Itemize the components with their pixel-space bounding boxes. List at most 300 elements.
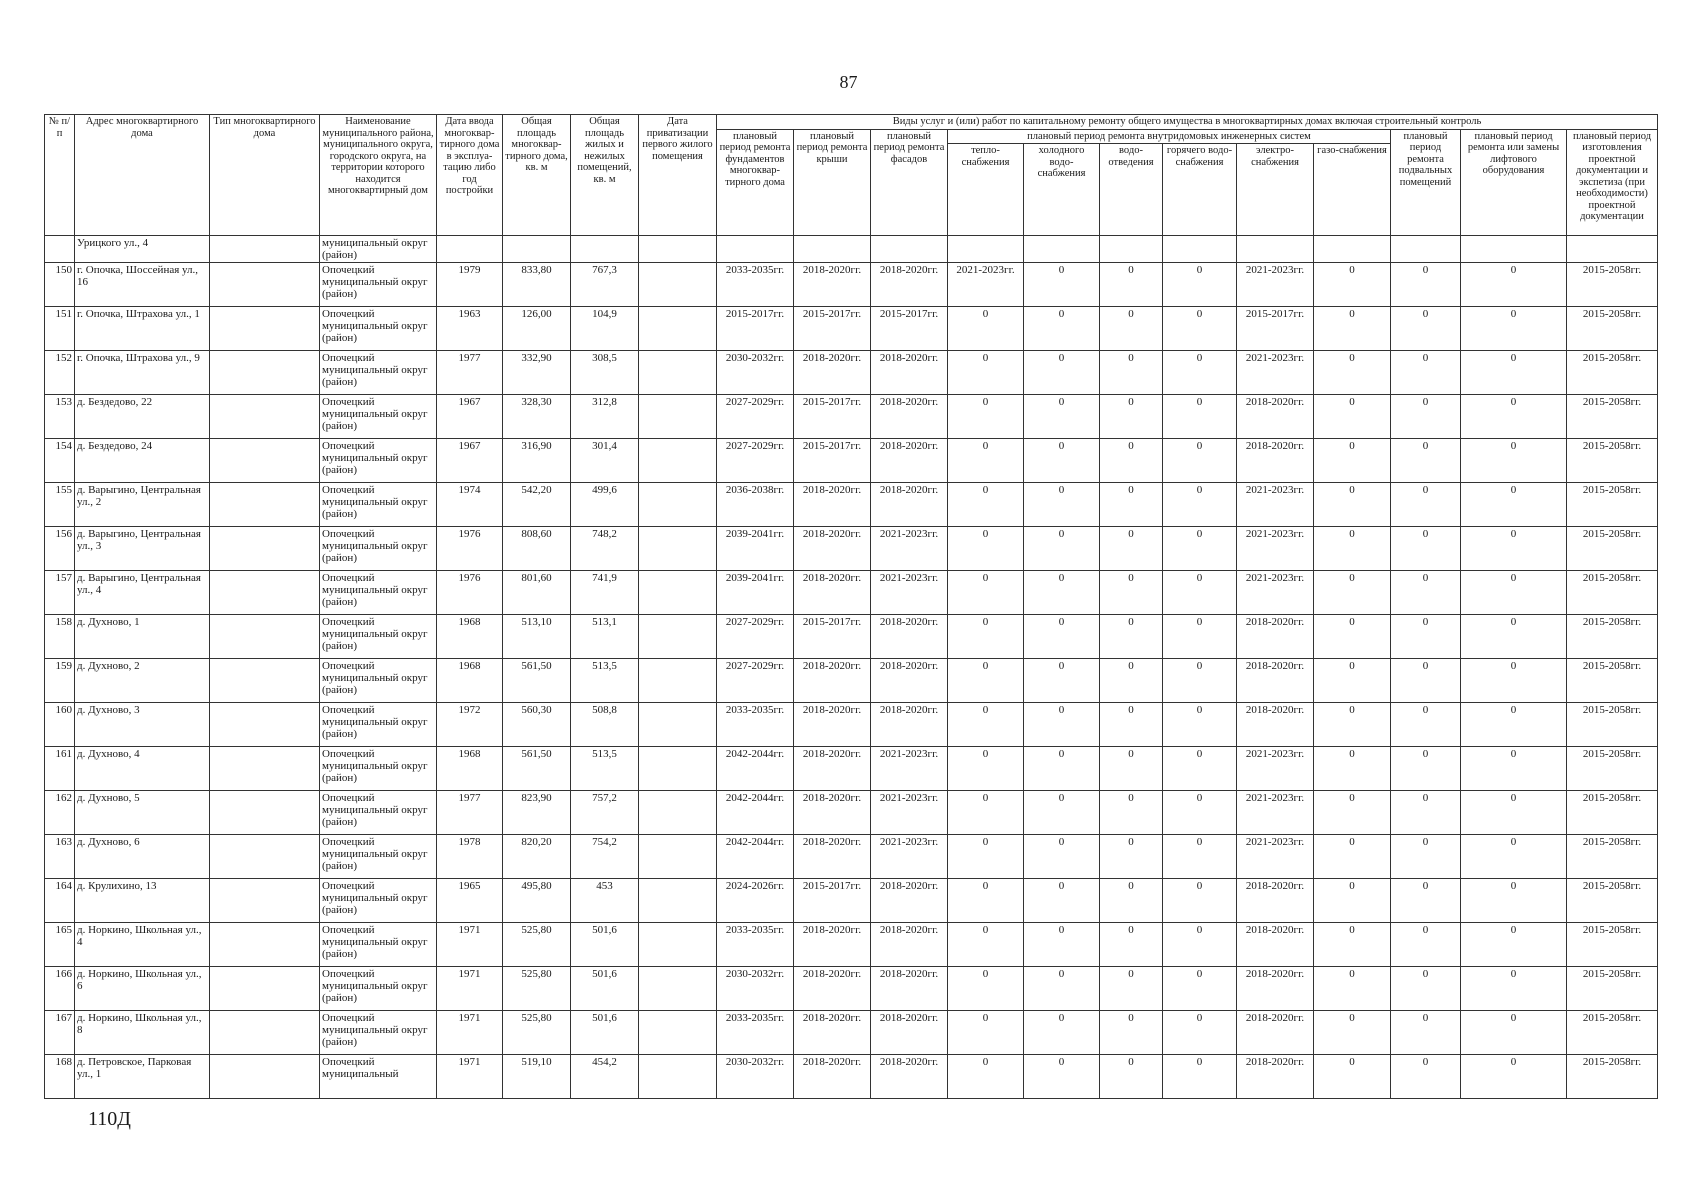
address-cell: Урицкого ул., 4 <box>75 236 210 263</box>
basement-cell: 0 <box>1391 1011 1461 1055</box>
cold-water-cell: 0 <box>1024 263 1100 307</box>
district-cell: Опочецкий муниципальный округ (район) <box>320 835 437 879</box>
design-docs-cell: 2015-2058гг. <box>1567 439 1658 483</box>
total-area-cell: 560,30 <box>503 703 571 747</box>
design-docs-cell: 2015-2058гг. <box>1567 527 1658 571</box>
cold-water-cell: 0 <box>1024 439 1100 483</box>
living-area-cell: 301,4 <box>571 439 639 483</box>
hot-water-cell: 0 <box>1163 923 1237 967</box>
foundation-cell: 2039-2041гг. <box>717 527 794 571</box>
cold-water-cell: 0 <box>1024 967 1100 1011</box>
facade-cell: 2021-2023гг. <box>871 571 948 615</box>
total-area-cell: 519,10 <box>503 1055 571 1099</box>
elevator-cell: 0 <box>1461 615 1567 659</box>
type-cell <box>210 483 320 527</box>
electricity-cell: 2021-2023гг. <box>1237 571 1314 615</box>
hot-water-cell: 0 <box>1163 307 1237 351</box>
facade-cell: 2018-2020гг. <box>871 439 948 483</box>
foundation-cell: 2030-2032гг. <box>717 967 794 1011</box>
cold-water-cell: 0 <box>1024 1011 1100 1055</box>
type-cell <box>210 967 320 1011</box>
address-cell: д. Духново, 1 <box>75 615 210 659</box>
table-row <box>45 483 1658 527</box>
foundation-cell: 2027-2029гг. <box>717 439 794 483</box>
electricity-cell: 2015-2017гг. <box>1237 307 1314 351</box>
drainage-cell: 0 <box>1100 703 1163 747</box>
facade-cell: 2015-2017гг. <box>871 307 948 351</box>
district-cell: муниципальный округ (район) <box>320 236 437 263</box>
drainage-cell: 0 <box>1100 263 1163 307</box>
district-cell: Опочецкий муниципальный округ (район) <box>320 967 437 1011</box>
roof-cell: 2018-2020гг. <box>794 791 871 835</box>
address-cell: д. Варыгино, Центральная ул., 4 <box>75 571 210 615</box>
year-cell: 1968 <box>437 615 503 659</box>
header-privatization-date: Дата приватизации первого жилого помещения <box>639 115 717 236</box>
table-row <box>45 571 1658 615</box>
privatization-cell <box>639 527 717 571</box>
row-number: 167 <box>45 1011 75 1055</box>
privatization-cell <box>639 967 717 1011</box>
header-heat: тепло-снабжения <box>948 144 1024 236</box>
total-area-cell <box>503 236 571 263</box>
district-cell: Опочецкий муниципальный округ (район) <box>320 791 437 835</box>
elevator-cell: 0 <box>1461 439 1567 483</box>
electricity-cell: 2018-2020гг. <box>1237 1055 1314 1099</box>
drainage-cell: 0 <box>1100 967 1163 1011</box>
elevator-cell: 0 <box>1461 395 1567 439</box>
row-number: 162 <box>45 791 75 835</box>
electricity-cell: 2018-2020гг. <box>1237 395 1314 439</box>
privatization-cell <box>639 351 717 395</box>
total-area-cell: 316,90 <box>503 439 571 483</box>
hot-water-cell: 0 <box>1163 967 1237 1011</box>
foundation-cell: 2033-2035гг. <box>717 1011 794 1055</box>
header-address: Адрес многоквартирного дома <box>75 115 210 236</box>
row-number: 157 <box>45 571 75 615</box>
gas-cell: 0 <box>1314 527 1391 571</box>
district-cell: Опочецкий муниципальный округ (район) <box>320 483 437 527</box>
electricity-cell: 2021-2023гг. <box>1237 263 1314 307</box>
facade-cell: 2018-2020гг. <box>871 1055 948 1099</box>
drainage-cell: 0 <box>1100 879 1163 923</box>
table-row <box>45 835 1658 879</box>
hot-water-cell <box>1163 236 1237 263</box>
row-number <box>45 236 75 263</box>
district-cell: Опочецкий муниципальный округ (район) <box>320 703 437 747</box>
drainage-cell: 0 <box>1100 659 1163 703</box>
basement-cell: 0 <box>1391 483 1461 527</box>
row-number: 161 <box>45 747 75 791</box>
electricity-cell: 2021-2023гг. <box>1237 747 1314 791</box>
table-row <box>45 395 1658 439</box>
row-number: 160 <box>45 703 75 747</box>
district-cell: Опочецкий муниципальный округ (район) <box>320 395 437 439</box>
elevator-cell: 0 <box>1461 703 1567 747</box>
gas-cell: 0 <box>1314 923 1391 967</box>
facade-cell <box>871 236 948 263</box>
elevator-cell: 0 <box>1461 835 1567 879</box>
privatization-cell <box>639 1055 717 1099</box>
total-area-cell: 513,10 <box>503 615 571 659</box>
foundation-cell: 2027-2029гг. <box>717 659 794 703</box>
row-number: 155 <box>45 483 75 527</box>
gas-cell: 0 <box>1314 395 1391 439</box>
facade-cell: 2021-2023гг. <box>871 527 948 571</box>
year-cell: 1971 <box>437 967 503 1011</box>
roof-cell: 2015-2017гг. <box>794 439 871 483</box>
roof-cell: 2015-2017гг. <box>794 615 871 659</box>
electricity-cell: 2018-2020гг. <box>1237 615 1314 659</box>
footer-code: 110Д <box>88 1108 131 1130</box>
address-cell: д. Духново, 2 <box>75 659 210 703</box>
design-docs-cell: 2015-2058гг. <box>1567 615 1658 659</box>
living-area-cell: 741,9 <box>571 571 639 615</box>
roof-cell: 2015-2017гг. <box>794 307 871 351</box>
design-docs-cell: 2015-2058гг. <box>1567 791 1658 835</box>
heat-cell: 0 <box>948 307 1024 351</box>
facade-cell: 2018-2020гг. <box>871 615 948 659</box>
address-cell: д. Норкино, Школьная ул., 6 <box>75 967 210 1011</box>
header-drainage: водо-отведения <box>1100 144 1163 236</box>
design-docs-cell: 2015-2058гг. <box>1567 659 1658 703</box>
privatization-cell <box>639 615 717 659</box>
district-cell: Опочецкий муниципальный округ (район) <box>320 571 437 615</box>
header-type: Тип многоквартирного дома <box>210 115 320 236</box>
gas-cell: 0 <box>1314 483 1391 527</box>
gas-cell: 0 <box>1314 879 1391 923</box>
hot-water-cell: 0 <box>1163 1011 1237 1055</box>
total-area-cell: 823,90 <box>503 791 571 835</box>
elevator-cell: 0 <box>1461 1055 1567 1099</box>
gas-cell: 0 <box>1314 1055 1391 1099</box>
elevator-cell: 0 <box>1461 307 1567 351</box>
type-cell <box>210 659 320 703</box>
electricity-cell: 2021-2023гг. <box>1237 791 1314 835</box>
basement-cell: 0 <box>1391 395 1461 439</box>
address-cell: д. Бездедово, 22 <box>75 395 210 439</box>
privatization-cell <box>639 307 717 351</box>
basement-cell: 0 <box>1391 1055 1461 1099</box>
heat-cell: 0 <box>948 747 1024 791</box>
header-total-area: Общая площадь многоквар-тирного дома, кв. м <box>503 115 571 236</box>
heat-cell: 0 <box>948 571 1024 615</box>
cold-water-cell: 0 <box>1024 835 1100 879</box>
privatization-cell <box>639 263 717 307</box>
address-cell: г. Опочка, Штрахова ул., 9 <box>75 351 210 395</box>
total-area-cell: 525,80 <box>503 967 571 1011</box>
district-cell: Опочецкий муниципальный округ (район) <box>320 659 437 703</box>
hot-water-cell: 0 <box>1163 791 1237 835</box>
drainage-cell: 0 <box>1100 351 1163 395</box>
header-district: Наименование муниципального района, муниципального округа, городского округа, на территории которого находится многоквартирный дом <box>320 115 437 236</box>
type-cell <box>210 703 320 747</box>
heat-cell: 0 <box>948 835 1024 879</box>
privatization-cell <box>639 923 717 967</box>
type-cell <box>210 263 320 307</box>
gas-cell: 0 <box>1314 835 1391 879</box>
privatization-cell <box>639 659 717 703</box>
heat-cell: 0 <box>948 1055 1024 1099</box>
year-cell: 1963 <box>437 307 503 351</box>
district-cell: Опочецкий муниципальный округ (район) <box>320 351 437 395</box>
header-elevator: плановый период ремонта или замены лифтового оборудования <box>1461 129 1567 236</box>
heat-cell: 0 <box>948 879 1024 923</box>
type-cell <box>210 1011 320 1055</box>
year-cell: 1967 <box>437 439 503 483</box>
electricity-cell <box>1237 236 1314 263</box>
table-row <box>45 967 1658 1011</box>
foundation-cell: 2033-2035гг. <box>717 703 794 747</box>
table-row <box>45 527 1658 571</box>
table-row <box>45 703 1658 747</box>
electricity-cell: 2018-2020гг. <box>1237 439 1314 483</box>
drainage-cell: 0 <box>1100 527 1163 571</box>
drainage-cell: 0 <box>1100 791 1163 835</box>
address-cell: д. Духново, 5 <box>75 791 210 835</box>
elevator-cell <box>1461 236 1567 263</box>
hot-water-cell: 0 <box>1163 659 1237 703</box>
address-cell: д. Крулихино, 13 <box>75 879 210 923</box>
year-cell: 1971 <box>437 1011 503 1055</box>
hot-water-cell: 0 <box>1163 879 1237 923</box>
header-engineering-group: плановый период ремонта внутридомовых инженерных систем <box>948 129 1391 144</box>
header-commission-date: Дата ввода многоквар-тирного дома в эксплуа-тацию либо год постройки <box>437 115 503 236</box>
cold-water-cell: 0 <box>1024 395 1100 439</box>
roof-cell: 2018-2020гг. <box>794 659 871 703</box>
roof-cell: 2018-2020гг. <box>794 747 871 791</box>
living-area-cell: 513,1 <box>571 615 639 659</box>
elevator-cell: 0 <box>1461 1011 1567 1055</box>
foundation-cell: 2033-2035гг. <box>717 263 794 307</box>
total-area-cell: 561,50 <box>503 659 571 703</box>
living-area-cell: 104,9 <box>571 307 639 351</box>
privatization-cell <box>639 703 717 747</box>
facade-cell: 2021-2023гг. <box>871 791 948 835</box>
living-area-cell: 513,5 <box>571 659 639 703</box>
gas-cell: 0 <box>1314 659 1391 703</box>
design-docs-cell: 2015-2058гг. <box>1567 1055 1658 1099</box>
hot-water-cell: 0 <box>1163 1055 1237 1099</box>
facade-cell: 2018-2020гг. <box>871 263 948 307</box>
type-cell <box>210 527 320 571</box>
foundation-cell <box>717 236 794 263</box>
electricity-cell: 2018-2020гг. <box>1237 659 1314 703</box>
elevator-cell: 0 <box>1461 483 1567 527</box>
drainage-cell: 0 <box>1100 483 1163 527</box>
basement-cell: 0 <box>1391 923 1461 967</box>
header-gas: газо-снабжения <box>1314 144 1391 236</box>
cold-water-cell: 0 <box>1024 307 1100 351</box>
year-cell: 1977 <box>437 351 503 395</box>
gas-cell: 0 <box>1314 791 1391 835</box>
header-hot-water: горячего водо-снабжения <box>1163 144 1237 236</box>
privatization-cell <box>639 747 717 791</box>
table-body <box>45 236 1658 1099</box>
cold-water-cell: 0 <box>1024 615 1100 659</box>
hot-water-cell: 0 <box>1163 483 1237 527</box>
header-foundation: плановый период ремонта фундаментов многоквар-тирного дома <box>717 129 794 236</box>
cold-water-cell: 0 <box>1024 1055 1100 1099</box>
type-cell <box>210 307 320 351</box>
year-cell <box>437 236 503 263</box>
type-cell <box>210 615 320 659</box>
foundation-cell: 2027-2029гг. <box>717 395 794 439</box>
elevator-cell: 0 <box>1461 263 1567 307</box>
gas-cell: 0 <box>1314 571 1391 615</box>
header-roof: плановый период ремонта крыши <box>794 129 871 236</box>
drainage-cell: 0 <box>1100 747 1163 791</box>
facade-cell: 2018-2020гг. <box>871 483 948 527</box>
foundation-cell: 2042-2044гг. <box>717 791 794 835</box>
table-row <box>45 1011 1658 1055</box>
district-cell: Опочецкий муниципальный <box>320 1055 437 1099</box>
gas-cell <box>1314 236 1391 263</box>
living-area-cell: 748,2 <box>571 527 639 571</box>
drainage-cell: 0 <box>1100 439 1163 483</box>
heat-cell: 0 <box>948 615 1024 659</box>
hot-water-cell: 0 <box>1163 747 1237 791</box>
row-number: 164 <box>45 879 75 923</box>
cold-water-cell: 0 <box>1024 923 1100 967</box>
table-row <box>45 615 1658 659</box>
gas-cell: 0 <box>1314 967 1391 1011</box>
cold-water-cell <box>1024 236 1100 263</box>
electricity-cell: 2021-2023гг. <box>1237 351 1314 395</box>
gas-cell: 0 <box>1314 703 1391 747</box>
electricity-cell: 2021-2023гг. <box>1237 527 1314 571</box>
type-cell <box>210 395 320 439</box>
roof-cell: 2018-2020гг. <box>794 1011 871 1055</box>
cold-water-cell: 0 <box>1024 703 1100 747</box>
year-cell: 1978 <box>437 835 503 879</box>
roof-cell: 2015-2017гг. <box>794 879 871 923</box>
living-area-cell <box>571 236 639 263</box>
table-row <box>45 236 1658 263</box>
type-cell <box>210 835 320 879</box>
electricity-cell: 2021-2023гг. <box>1237 835 1314 879</box>
foundation-cell: 2030-2032гг. <box>717 351 794 395</box>
facade-cell: 2018-2020гг. <box>871 351 948 395</box>
electricity-cell: 2021-2023гг. <box>1237 483 1314 527</box>
address-cell: г. Опочка, Штрахова ул., 1 <box>75 307 210 351</box>
roof-cell: 2018-2020гг. <box>794 835 871 879</box>
heat-cell <box>948 236 1024 263</box>
basement-cell: 0 <box>1391 263 1461 307</box>
total-area-cell: 525,80 <box>503 1011 571 1055</box>
table-row <box>45 351 1658 395</box>
cold-water-cell: 0 <box>1024 571 1100 615</box>
drainage-cell: 0 <box>1100 835 1163 879</box>
basement-cell: 0 <box>1391 791 1461 835</box>
facade-cell: 2021-2023гг. <box>871 835 948 879</box>
district-cell: Опочецкий муниципальный округ (район) <box>320 527 437 571</box>
elevator-cell: 0 <box>1461 967 1567 1011</box>
district-cell: Опочецкий муниципальный округ (район) <box>320 747 437 791</box>
type-cell <box>210 791 320 835</box>
total-area-cell: 542,20 <box>503 483 571 527</box>
cold-water-cell: 0 <box>1024 527 1100 571</box>
privatization-cell <box>639 439 717 483</box>
row-number: 159 <box>45 659 75 703</box>
design-docs-cell: 2015-2058гг. <box>1567 307 1658 351</box>
table-row <box>45 307 1658 351</box>
drainage-cell: 0 <box>1100 395 1163 439</box>
total-area-cell: 820,20 <box>503 835 571 879</box>
design-docs-cell: 2015-2058гг. <box>1567 835 1658 879</box>
living-area-cell: 454,2 <box>571 1055 639 1099</box>
basement-cell: 0 <box>1391 527 1461 571</box>
foundation-cell: 2039-2041гг. <box>717 571 794 615</box>
header-design-docs: плановый период изготовления проектной документации и экспетиза (при необходимости) проектной документации <box>1567 129 1658 236</box>
living-area-cell: 308,5 <box>571 351 639 395</box>
hot-water-cell: 0 <box>1163 439 1237 483</box>
hot-water-cell: 0 <box>1163 263 1237 307</box>
facade-cell: 2018-2020гг. <box>871 879 948 923</box>
basement-cell: 0 <box>1391 615 1461 659</box>
total-area-cell: 495,80 <box>503 879 571 923</box>
elevator-cell: 0 <box>1461 923 1567 967</box>
address-cell: д. Варыгино, Центральная ул., 3 <box>75 527 210 571</box>
year-cell: 1967 <box>437 395 503 439</box>
year-cell: 1968 <box>437 659 503 703</box>
design-docs-cell: 2015-2058гг. <box>1567 395 1658 439</box>
foundation-cell: 2033-2035гг. <box>717 923 794 967</box>
address-cell: д. Норкино, Школьная ул., 8 <box>75 1011 210 1055</box>
design-docs-cell: 2015-2058гг. <box>1567 1011 1658 1055</box>
total-area-cell: 801,60 <box>503 571 571 615</box>
total-area-cell: 833,80 <box>503 263 571 307</box>
design-docs-cell: 2015-2058гг. <box>1567 967 1658 1011</box>
header-services-group: Виды услуг и (или) работ по капитальному ремонту общего имущества в многоквартирных домах включая строительный контроль <box>717 115 1658 130</box>
elevator-cell: 0 <box>1461 351 1567 395</box>
district-cell: Опочецкий муниципальный округ (район) <box>320 923 437 967</box>
gas-cell: 0 <box>1314 307 1391 351</box>
row-number: 168 <box>45 1055 75 1099</box>
heat-cell: 0 <box>948 967 1024 1011</box>
year-cell: 1977 <box>437 791 503 835</box>
basement-cell: 0 <box>1391 439 1461 483</box>
basement-cell: 0 <box>1391 307 1461 351</box>
total-area-cell: 561,50 <box>503 747 571 791</box>
year-cell: 1979 <box>437 263 503 307</box>
heat-cell: 0 <box>948 1011 1024 1055</box>
living-area-cell: 312,8 <box>571 395 639 439</box>
hot-water-cell: 0 <box>1163 571 1237 615</box>
address-cell: д. Духново, 6 <box>75 835 210 879</box>
heat-cell: 0 <box>948 923 1024 967</box>
page-number: 87 <box>839 72 858 92</box>
address-cell: д. Духново, 3 <box>75 703 210 747</box>
elevator-cell: 0 <box>1461 527 1567 571</box>
electricity-cell: 2018-2020гг. <box>1237 703 1314 747</box>
address-cell: д. Варыгино, Центральная ул., 2 <box>75 483 210 527</box>
heat-cell: 0 <box>948 483 1024 527</box>
year-cell: 1976 <box>437 571 503 615</box>
design-docs-cell: 2015-2058гг. <box>1567 483 1658 527</box>
hot-water-cell: 0 <box>1163 351 1237 395</box>
elevator-cell: 0 <box>1461 571 1567 615</box>
living-area-cell: 501,6 <box>571 923 639 967</box>
year-cell: 1972 <box>437 703 503 747</box>
privatization-cell <box>639 236 717 263</box>
row-number: 156 <box>45 527 75 571</box>
roof-cell: 2018-2020гг. <box>794 703 871 747</box>
header-cold-water: холодного водо-снабжения <box>1024 144 1100 236</box>
table-row <box>45 439 1658 483</box>
hot-water-cell: 0 <box>1163 527 1237 571</box>
total-area-cell: 126,00 <box>503 307 571 351</box>
facade-cell: 2018-2020гг. <box>871 967 948 1011</box>
